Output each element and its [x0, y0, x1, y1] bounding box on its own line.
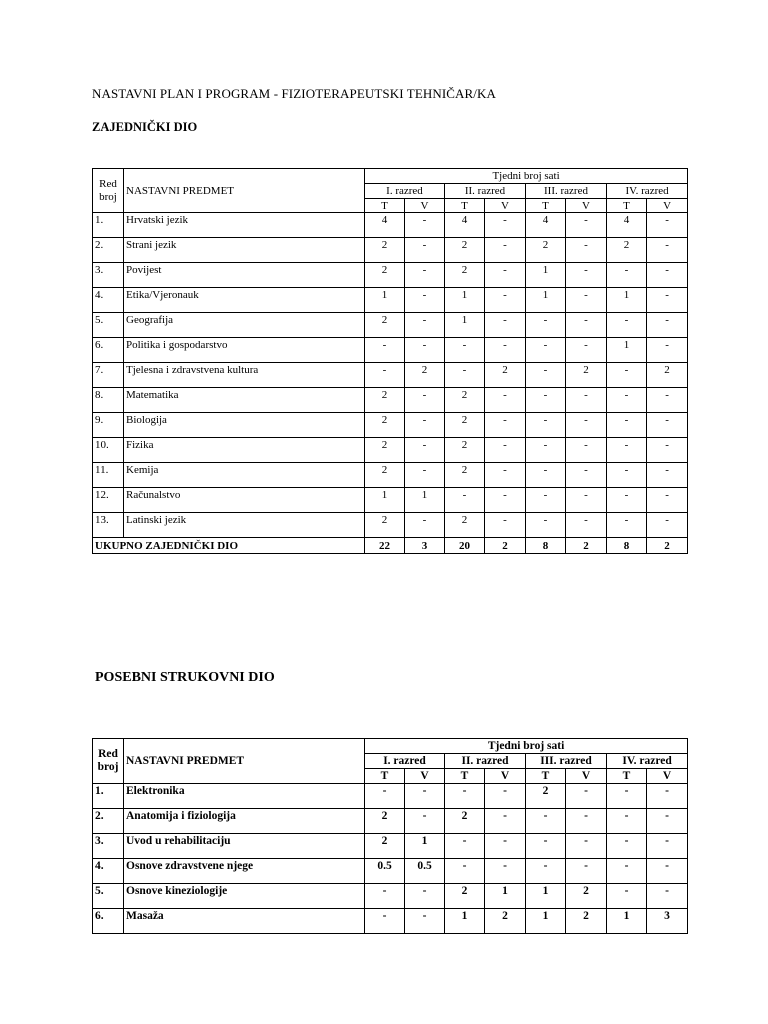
hours-cell: -	[405, 438, 445, 463]
hours-cell: -	[647, 784, 688, 809]
hours-cell: 2	[365, 238, 405, 263]
hours-cell: -	[485, 313, 526, 338]
hours-cell: -	[526, 313, 566, 338]
header-v: V	[647, 199, 688, 213]
hours-cell: -	[647, 238, 688, 263]
hours-cell: -	[365, 909, 405, 934]
hours-cell: 1	[526, 263, 566, 288]
total-cell: 2	[647, 538, 688, 554]
header-t: T	[526, 199, 566, 213]
header-t: T	[526, 769, 566, 784]
hours-cell: -	[526, 513, 566, 538]
header-razred-4: IV. razred	[607, 184, 688, 199]
total-cell: 20	[445, 538, 485, 554]
hours-cell: -	[485, 784, 526, 809]
hours-cell: -	[405, 338, 445, 363]
subject-name: Masaža	[124, 909, 365, 934]
row-number: 3.	[93, 834, 124, 859]
table-zajednicki-dio	[92, 168, 688, 554]
hours-cell: -	[647, 413, 688, 438]
hours-cell: -	[485, 238, 526, 263]
total-cell: 22	[365, 538, 405, 554]
hours-cell: -	[405, 463, 445, 488]
row-number: 5.	[93, 884, 124, 909]
hours-cell: -	[647, 313, 688, 338]
hours-cell: -	[485, 513, 526, 538]
hours-cell: -	[445, 859, 485, 884]
hours-cell: 1	[405, 488, 445, 513]
header-tjedni-broj-sati: Tjedni broj sati	[365, 739, 688, 754]
hours-cell: -	[526, 834, 566, 859]
hours-cell: -	[647, 884, 688, 909]
hours-cell: 4	[445, 213, 485, 238]
row-number: 1.	[93, 213, 124, 238]
table-row	[93, 488, 688, 513]
hours-cell: -	[365, 338, 405, 363]
subject-name: Računalstvo	[124, 488, 365, 513]
table-row	[93, 438, 688, 463]
total-cell: 8	[607, 538, 647, 554]
hours-cell: -	[647, 438, 688, 463]
table-row	[93, 288, 688, 313]
row-number: 1.	[93, 784, 124, 809]
hours-cell: 2	[365, 413, 405, 438]
row-number: 11.	[93, 463, 124, 488]
hours-cell: -	[405, 909, 445, 934]
hours-cell: -	[647, 488, 688, 513]
hours-cell: 2	[365, 438, 405, 463]
subject-name: Uvod u rehabilitaciju	[124, 834, 365, 859]
hours-cell: -	[607, 413, 647, 438]
subject-name: Matematika	[124, 388, 365, 413]
subject-name: Tjelesna i zdravstvena kultura	[124, 363, 365, 388]
table-row	[93, 884, 688, 909]
hours-cell: -	[526, 488, 566, 513]
hours-cell: -	[405, 413, 445, 438]
hours-cell: -	[647, 388, 688, 413]
header-t: T	[607, 199, 647, 213]
hours-cell: 2	[365, 313, 405, 338]
header-red-broj	[93, 169, 124, 213]
hours-cell: -	[485, 213, 526, 238]
hours-cell: 1	[526, 884, 566, 909]
subject-name: Elektronika	[124, 784, 365, 809]
subject-name: Kemija	[124, 463, 365, 488]
hours-cell: 2	[405, 363, 445, 388]
hours-cell: -	[405, 809, 445, 834]
header-razred-3: III. razred	[526, 754, 607, 769]
hours-cell: -	[526, 809, 566, 834]
hours-cell: -	[485, 488, 526, 513]
total-cell: 3	[405, 538, 445, 554]
hours-cell: -	[647, 809, 688, 834]
header-razred-3: III. razred	[526, 184, 607, 199]
header-razred-1: I. razred	[365, 754, 445, 769]
hours-cell: 2	[365, 388, 405, 413]
hours-cell: -	[607, 809, 647, 834]
hours-cell: -	[647, 213, 688, 238]
hours-cell: -	[566, 834, 607, 859]
row-number: 10.	[93, 438, 124, 463]
hours-cell: -	[566, 809, 607, 834]
hours-cell: -	[485, 463, 526, 488]
table-row	[93, 338, 688, 363]
hours-cell: -	[445, 338, 485, 363]
header-red: Red	[99, 177, 117, 190]
hours-cell: -	[607, 463, 647, 488]
hours-cell: -	[405, 288, 445, 313]
hours-cell: -	[647, 859, 688, 884]
hours-cell: 3	[647, 909, 688, 934]
header-t: T	[607, 769, 647, 784]
hours-cell: 1	[526, 909, 566, 934]
hours-cell: -	[445, 363, 485, 388]
hours-cell: 2	[445, 463, 485, 488]
header-t: T	[445, 769, 485, 784]
hours-cell: -	[485, 263, 526, 288]
hours-cell: 1	[405, 834, 445, 859]
subject-name: Hrvatski jezik	[124, 213, 365, 238]
header-nastavni-predmet: NASTAVNI PREDMET	[124, 739, 365, 784]
hours-cell: 2	[445, 413, 485, 438]
hours-cell: -	[607, 363, 647, 388]
subject-name: Geografija	[124, 313, 365, 338]
row-number: 4.	[93, 859, 124, 884]
hours-cell: 2	[566, 909, 607, 934]
table-posebni-strukovni-dio	[92, 738, 688, 934]
hours-cell: -	[365, 884, 405, 909]
row-number: 6.	[93, 338, 124, 363]
row-number: 3.	[93, 263, 124, 288]
hours-cell: -	[607, 513, 647, 538]
subject-name: Anatomija i fiziologija	[124, 809, 365, 834]
subject-name: Latinski jezik	[124, 513, 365, 538]
hours-cell: 1	[607, 909, 647, 934]
header-v: V	[485, 199, 526, 213]
header-v: V	[485, 769, 526, 784]
hours-cell: 2	[445, 388, 485, 413]
row-number: 9.	[93, 413, 124, 438]
table-row	[93, 238, 688, 263]
header-t: T	[445, 199, 485, 213]
hours-cell: 4	[526, 213, 566, 238]
hours-cell: -	[607, 859, 647, 884]
hours-cell: -	[566, 463, 607, 488]
hours-cell: -	[566, 313, 607, 338]
row-number: 2.	[93, 238, 124, 263]
total-cell: 2	[566, 538, 607, 554]
hours-cell: 1	[526, 288, 566, 313]
hours-cell: 2	[485, 363, 526, 388]
table-row	[93, 784, 688, 809]
header-red-broj	[93, 739, 124, 784]
hours-cell: -	[647, 288, 688, 313]
hours-cell: -	[526, 338, 566, 363]
hours-cell: 2	[647, 363, 688, 388]
row-number: 13.	[93, 513, 124, 538]
hours-cell: -	[566, 513, 607, 538]
hours-cell: -	[566, 488, 607, 513]
table-row	[93, 859, 688, 884]
hours-cell: -	[566, 213, 607, 238]
header-v: V	[405, 199, 445, 213]
header-razred-2: II. razred	[445, 754, 526, 769]
header-v: V	[566, 199, 607, 213]
header-t: T	[365, 769, 405, 784]
hours-cell: -	[566, 859, 607, 884]
hours-cell: -	[405, 513, 445, 538]
hours-cell: -	[485, 859, 526, 884]
hours-cell: -	[647, 513, 688, 538]
hours-cell: 2	[445, 809, 485, 834]
hours-cell: 2	[445, 438, 485, 463]
row-number: 4.	[93, 288, 124, 313]
hours-cell: 2	[365, 834, 405, 859]
hours-cell: -	[485, 288, 526, 313]
header-t: T	[365, 199, 405, 213]
hours-cell: 1	[445, 909, 485, 934]
table-body-strukovni	[93, 784, 688, 934]
hours-cell: -	[566, 388, 607, 413]
table-row	[93, 363, 688, 388]
hours-cell: -	[526, 363, 566, 388]
hours-cell: -	[485, 438, 526, 463]
hours-cell: 1	[365, 488, 405, 513]
header-razred-4: IV. razred	[607, 754, 688, 769]
hours-cell: -	[607, 834, 647, 859]
hours-cell: 1	[445, 288, 485, 313]
table-row	[93, 834, 688, 859]
hours-cell: -	[647, 338, 688, 363]
hours-cell: -	[405, 784, 445, 809]
hours-cell: -	[526, 438, 566, 463]
header-v: V	[566, 769, 607, 784]
hours-cell: 2	[365, 809, 405, 834]
subject-name: Osnove kineziologije	[124, 884, 365, 909]
hours-cell: 4	[365, 213, 405, 238]
header-v: V	[405, 769, 445, 784]
hours-cell: 2	[566, 884, 607, 909]
header-razred-1: I. razred	[365, 184, 445, 199]
subject-name: Etika/Vjeronauk	[124, 288, 365, 313]
hours-cell: 0.5	[405, 859, 445, 884]
table-row	[93, 463, 688, 488]
hours-cell: 4	[607, 213, 647, 238]
total-label: UKUPNO ZAJEDNIČKI DIO	[93, 538, 365, 554]
hours-cell: -	[445, 784, 485, 809]
table-row	[93, 809, 688, 834]
hours-cell: -	[566, 288, 607, 313]
row-number: 2.	[93, 809, 124, 834]
header-razred-2: II. razred	[445, 184, 526, 199]
total-cell: 8	[526, 538, 566, 554]
hours-cell: -	[647, 263, 688, 288]
hours-cell: 1	[365, 288, 405, 313]
subject-name: Politika i gospodarstvo	[124, 338, 365, 363]
hours-cell: -	[566, 784, 607, 809]
hours-cell: -	[445, 488, 485, 513]
hours-cell: 1	[445, 313, 485, 338]
table-row	[93, 909, 688, 934]
hours-cell: -	[647, 834, 688, 859]
hours-cell: 2	[526, 238, 566, 263]
subject-name: Povijest	[124, 263, 365, 288]
subject-name: Biologija	[124, 413, 365, 438]
hours-cell: 0.5	[365, 859, 405, 884]
hours-cell: -	[485, 809, 526, 834]
table-row	[93, 263, 688, 288]
table-row-total	[93, 538, 688, 554]
header-broj: broj	[99, 190, 117, 203]
table-row	[93, 388, 688, 413]
row-number: 8.	[93, 388, 124, 413]
row-number: 7.	[93, 363, 124, 388]
table-body-zajednicki	[93, 213, 688, 538]
hours-cell: -	[607, 388, 647, 413]
hours-cell: -	[647, 463, 688, 488]
page-title: NASTAVNI PLAN I PROGRAM - FIZIOTERAPEUTSKI TEHNIČAR/KA	[92, 86, 497, 101]
hours-cell: -	[445, 834, 485, 859]
hours-cell: 2	[607, 238, 647, 263]
hours-cell: 2	[485, 909, 526, 934]
hours-cell: -	[405, 313, 445, 338]
hours-cell: 1	[485, 884, 526, 909]
header-red: Red	[98, 748, 118, 760]
hours-cell: 2	[365, 263, 405, 288]
hours-cell: 2	[445, 884, 485, 909]
hours-cell: -	[566, 263, 607, 288]
hours-cell: -	[485, 338, 526, 363]
table-row	[93, 213, 688, 238]
hours-cell: 1	[607, 288, 647, 313]
section-heading-strukovni: POSEBNI STRUKOVNI DIO	[95, 670, 275, 685]
hours-cell: -	[566, 238, 607, 263]
hours-cell: -	[607, 263, 647, 288]
hours-cell: -	[607, 438, 647, 463]
section-heading-zajednicki: ZAJEDNIČKI DIO	[92, 120, 198, 134]
header-v: V	[647, 769, 688, 784]
total-cell: 2	[485, 538, 526, 554]
hours-cell: -	[607, 488, 647, 513]
hours-cell: -	[485, 834, 526, 859]
hours-cell: -	[405, 388, 445, 413]
hours-cell: -	[405, 238, 445, 263]
hours-cell: 2	[365, 513, 405, 538]
hours-cell: -	[526, 463, 566, 488]
header-broj: broj	[97, 761, 119, 773]
hours-cell: 2	[445, 238, 485, 263]
hours-cell: -	[485, 413, 526, 438]
hours-cell: -	[526, 413, 566, 438]
hours-cell: -	[607, 784, 647, 809]
table-row	[93, 513, 688, 538]
hours-cell: 2	[445, 513, 485, 538]
hours-cell: -	[365, 784, 405, 809]
row-number: 6.	[93, 909, 124, 934]
hours-cell: -	[405, 884, 445, 909]
hours-cell: -	[607, 313, 647, 338]
subject-name: Osnove zdravstvene njege	[124, 859, 365, 884]
hours-cell: -	[405, 213, 445, 238]
hours-cell: -	[607, 884, 647, 909]
hours-cell: 1	[607, 338, 647, 363]
subject-name: Strani jezik	[124, 238, 365, 263]
hours-cell: -	[526, 388, 566, 413]
hours-cell: 2	[365, 463, 405, 488]
hours-cell: -	[566, 438, 607, 463]
hours-cell: -	[566, 338, 607, 363]
hours-cell: -	[566, 413, 607, 438]
hours-cell: -	[526, 859, 566, 884]
hours-cell: -	[485, 388, 526, 413]
hours-cell: 2	[526, 784, 566, 809]
table-row	[93, 413, 688, 438]
row-number: 12.	[93, 488, 124, 513]
hours-cell: 2	[445, 263, 485, 288]
header-nastavni-predmet: NASTAVNI PREDMET	[124, 169, 365, 213]
hours-cell: -	[405, 263, 445, 288]
row-number: 5.	[93, 313, 124, 338]
header-tjedni-broj-sati: Tjedni broj sati	[365, 169, 688, 184]
table-row	[93, 313, 688, 338]
hours-cell: 2	[566, 363, 607, 388]
hours-cell: -	[365, 363, 405, 388]
subject-name: Fizika	[124, 438, 365, 463]
